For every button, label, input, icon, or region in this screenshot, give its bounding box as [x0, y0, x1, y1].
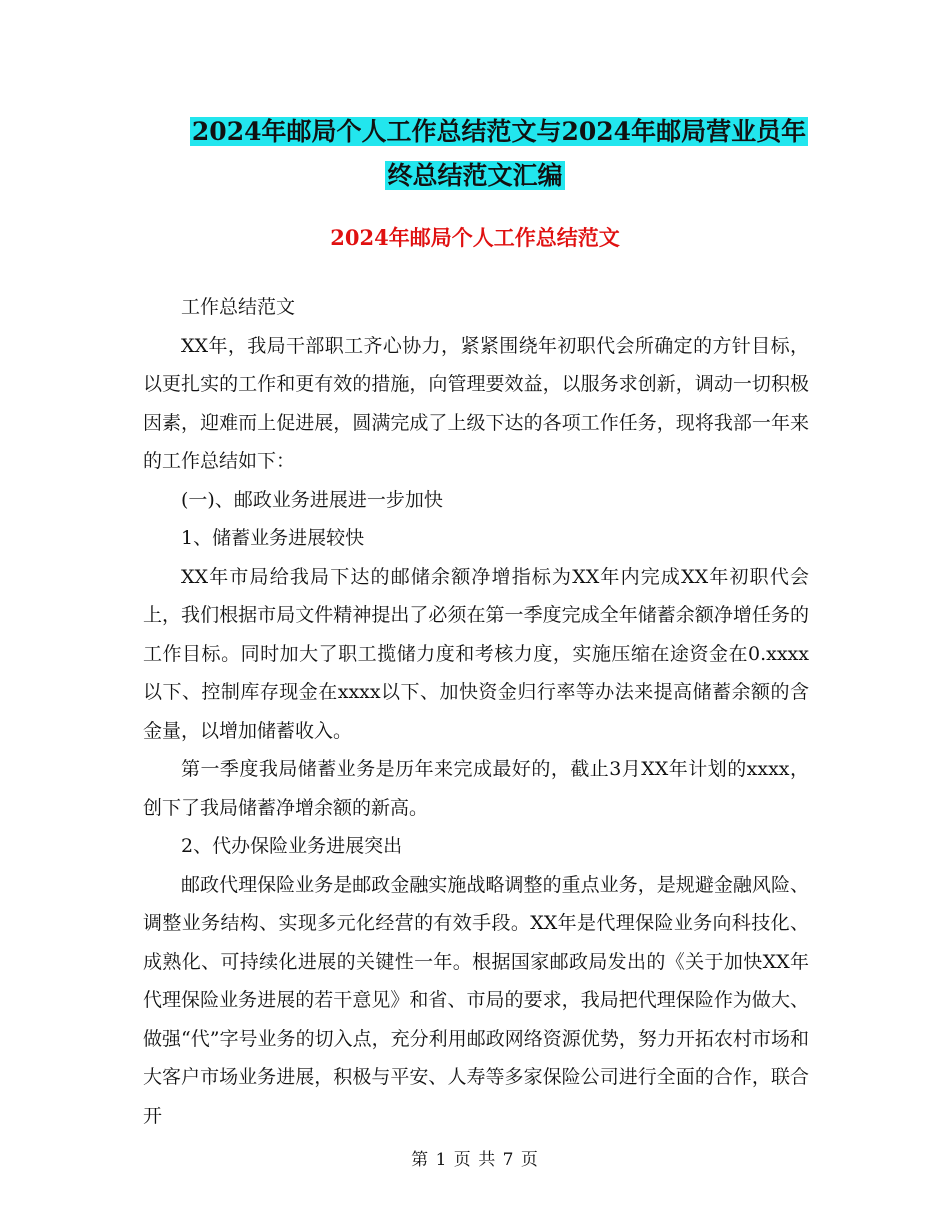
document-body [143, 288, 809, 1135]
page-footer: 第 1 页 共 7 页 [411, 1150, 539, 1170]
paragraph: 第一季度我局储蓄业务是历年来完成最好的，截止3月XX年计划的xxxx，创下了我局储蓄净增余额的新高。 [143, 758, 809, 819]
paragraph: 2、代办保险业务进展突出 [181, 835, 403, 857]
paragraph: (一)、邮政业务进展进一步加快 [181, 488, 443, 511]
paragraph: XX年市局给我局下达的邮储余额净增指标为XX年内完成XX年初职代会上，我们根据市局文件精神提出了必须在第一季度完成全年储蓄余额净增任务的工作目标。同时加大了职工揽储力度和考核力度，实施压缩在途资金在0.xxxx以下、控制库存现金在xxxx以下、加快资金归行率等办法来提高储蓄余额的含金量，以增加储蓄收入。 [143, 565, 809, 742]
paragraph: 工作总结范文 [181, 296, 296, 318]
section-title: 2024年邮局个人工作总结范文 [330, 225, 620, 250]
paragraph: XX年，我局干部职工齐心协力，紧紧围绕年初职代会所确定的方针目标，以更扎实的工作和更有效的措施，向管理要效益，以服务求创新，调动一切积极因素，迎难而上促进展，圆满完成了上级下达的各项工作任务，现将我部一年来的工作总结如下： [143, 334, 809, 472]
paragraph: 1、储蓄业务进展较快 [181, 527, 365, 549]
document-title-line-1: 2024年邮局个人工作总结范文与2024年邮局营业员年 [191, 117, 807, 146]
paragraph: 邮政代理保险业务是邮政金融实施战略调整的重点业务，是规避金融风险、调整业务结构、实现多元化经营的有效手段。XX年是代理保险业务向科技化、成熟化、可持续化进展的关键性一年。根据国家邮政局发出的《关于加快XX年代理保险业务进展的若干意见》和省、市局的要求，我局把代理保险作为做大、做强“代”字号业务的切入点，充分利用邮政网络资源优势，努力开拓农村市场和大客户市场业务进展，积极与平安、人寿等多家保险公司进行全面的合作，联合开 [143, 873, 809, 1127]
document-title-line-2: 终总结范文汇编 [387, 161, 563, 190]
